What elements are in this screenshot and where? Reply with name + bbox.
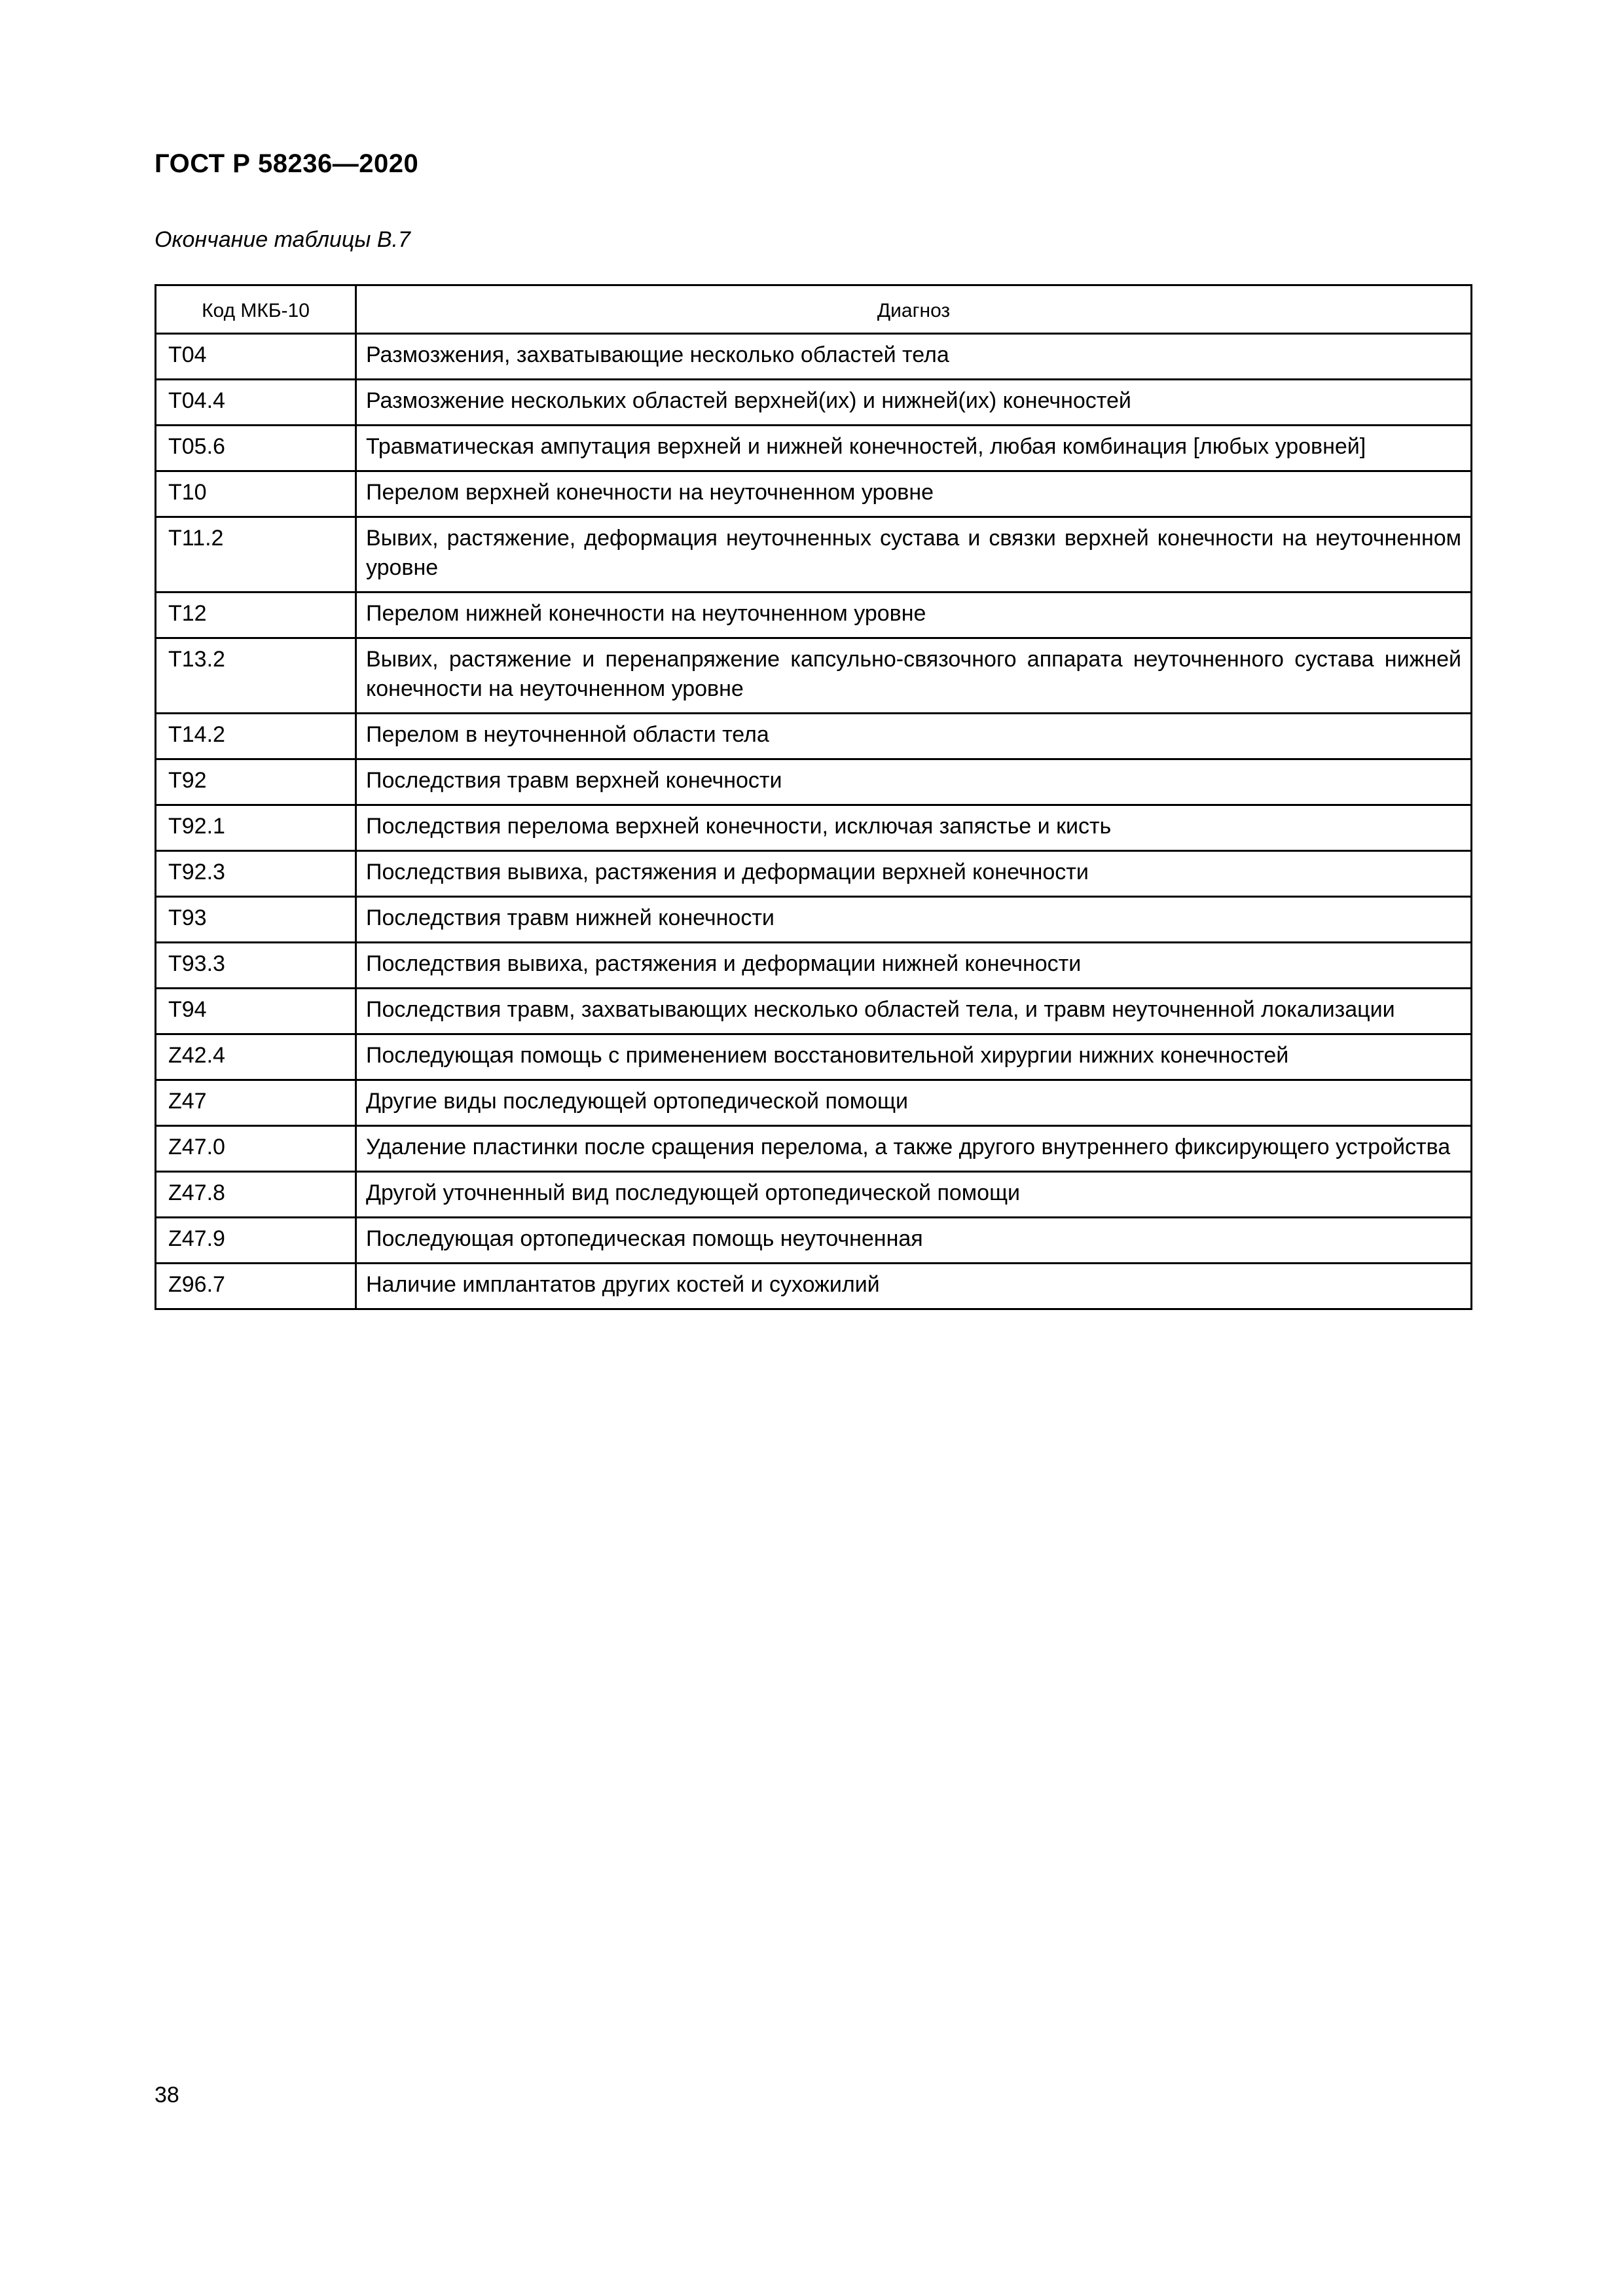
code-cell: Т93.3: [156, 943, 356, 989]
diagnosis-cell: Травматическая ампутация верхней и нижней конечностей, любая комбинация [любых уровней]: [356, 426, 1472, 471]
code-cell: Т92: [156, 759, 356, 805]
code-cell: Т93: [156, 897, 356, 943]
code-cell: Т04.4: [156, 380, 356, 426]
diagnosis-cell: Удаление пластинки после сращения перелома, а также другого внутреннего фиксирующего устройства: [356, 1126, 1472, 1172]
diagnosis-cell: Перелом нижней конечности на неуточненном уровне: [356, 592, 1472, 638]
table-row: [156, 638, 1472, 714]
code-cell: Т92.1: [156, 805, 356, 851]
code-cell: Т05.6: [156, 426, 356, 471]
diagnosis-cell: Перелом верхней конечности на неуточненном уровне: [356, 471, 1472, 517]
table-row: [156, 471, 1472, 517]
table-row: [156, 851, 1472, 897]
table-row: [156, 759, 1472, 805]
diagnosis-cell: Последствия вывиха, растяжения и деформации верхней конечности: [356, 851, 1472, 897]
diagnosis-cell: Последующая ортопедическая помощь неуточненная: [356, 1218, 1472, 1264]
table-header-row: [156, 285, 1472, 334]
table-row: [156, 943, 1472, 989]
code-cell: Z47.8: [156, 1172, 356, 1218]
icd-table-container: [155, 284, 1470, 1310]
code-cell: Z47.0: [156, 1126, 356, 1172]
diagnosis-cell: Последствия вывиха, растяжения и деформации нижней конечности: [356, 943, 1472, 989]
table-row: [156, 1034, 1472, 1080]
code-cell: Т92.3: [156, 851, 356, 897]
table-row: [156, 989, 1472, 1034]
code-cell: Т14.2: [156, 714, 356, 759]
table-row: [156, 714, 1472, 759]
diagnosis-cell: Вывих, растяжение и перенапряжение капсульно-связочного аппарата неуточненного сустава нижней конечности на неуточненном уровне: [356, 638, 1472, 714]
table-row: [156, 805, 1472, 851]
table-row: [156, 592, 1472, 638]
code-cell: Т04: [156, 334, 356, 380]
table-row: [156, 1218, 1472, 1264]
table-row: [156, 1080, 1472, 1126]
code-cell: Т13.2: [156, 638, 356, 714]
header-code: Код МКБ-10: [156, 285, 356, 334]
diagnosis-cell: Последствия травм, захватывающих несколько областей тела, и травм неуточненной локализации: [356, 989, 1472, 1034]
code-cell: Т12: [156, 592, 356, 638]
icd-table: [155, 284, 1472, 1310]
code-cell: Т10: [156, 471, 356, 517]
diagnosis-cell: Другой уточненный вид последующей ортопедической помощи: [356, 1172, 1472, 1218]
table-row: [156, 897, 1472, 943]
document-header: ГОСТ Р 58236—2020: [155, 149, 419, 178]
table-body: [156, 334, 1472, 1309]
table-row: [156, 517, 1472, 592]
table-row: [156, 1172, 1472, 1218]
code-cell: Z47.9: [156, 1218, 356, 1264]
table-row: [156, 426, 1472, 471]
diagnosis-cell: Перелом в неуточненной области тела: [356, 714, 1472, 759]
table-row: [156, 380, 1472, 426]
diagnosis-cell: Последующая помощь с применением восстановительной хирургии нижних конечностей: [356, 1034, 1472, 1080]
diagnosis-cell: Последствия травм верхней конечности: [356, 759, 1472, 805]
diagnosis-cell: Размозжения, захватывающие несколько областей тела: [356, 334, 1472, 380]
code-cell: Т11.2: [156, 517, 356, 592]
table-caption: Окончание таблицы В.7: [155, 227, 410, 252]
code-cell: Z47: [156, 1080, 356, 1126]
header-diagnosis: Диагноз: [356, 285, 1472, 334]
table-row: [156, 334, 1472, 380]
diagnosis-cell: Размозжение нескольких областей верхней(их) и нижней(их) конечностей: [356, 380, 1472, 426]
diagnosis-cell: Вывих, растяжение, деформация неуточненных сустава и связки верхней конечности на неуточненном уровне: [356, 517, 1472, 592]
diagnosis-cell: Наличие имплантатов других костей и сухожилий: [356, 1264, 1472, 1309]
code-cell: Т94: [156, 989, 356, 1034]
diagnosis-cell: Другие виды последующей ортопедической помощи: [356, 1080, 1472, 1126]
code-cell: Z42.4: [156, 1034, 356, 1080]
table-row: [156, 1264, 1472, 1309]
code-cell: Z96.7: [156, 1264, 356, 1309]
page-number: 38: [155, 2083, 179, 2107]
diagnosis-cell: Последствия травм нижней конечности: [356, 897, 1472, 943]
table-row: [156, 1126, 1472, 1172]
diagnosis-cell: Последствия перелома верхней конечности, исключая запястье и кисть: [356, 805, 1472, 851]
